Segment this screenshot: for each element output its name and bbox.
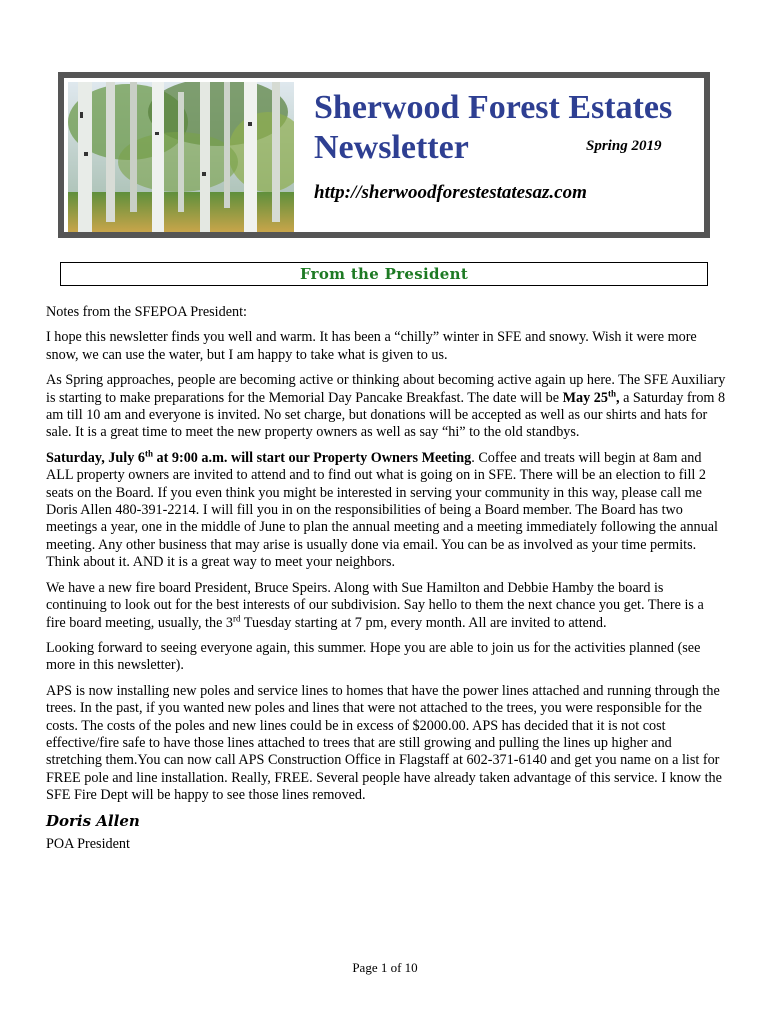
aspen-forest-photo bbox=[68, 82, 294, 232]
letter-intro: Notes from the SFEPOA President: bbox=[46, 304, 247, 320]
website-url[interactable]: http://sherwoodforestestatesaz.com bbox=[314, 182, 587, 203]
president-letter bbox=[46, 304, 726, 853]
pancake-date: May 25th, bbox=[562, 387, 620, 406]
title-line-2: Newsletter bbox=[314, 129, 469, 166]
signer-role: POA President bbox=[46, 835, 130, 852]
newsletter-title bbox=[314, 88, 672, 168]
masthead-frame bbox=[58, 72, 710, 238]
paragraph-2: As Spring approaches, people are becoming active or thinking about becoming active again up here. The SFE Auxiliary is starting to make preparations for the Memorial Day Pancake Breakfast. The date will be May 25th, a Saturday from 8 am till 10 am and everyone is invited. No set charge, but donations will be accepted as well as our shirts and hats for sale. It is a great time to meet the new property owners as well as say “hi” to the old standbys. bbox=[46, 372, 726, 441]
issue-date: Spring 2019 bbox=[586, 138, 662, 154]
masthead bbox=[64, 78, 704, 232]
signature: Doris Allen bbox=[46, 811, 140, 830]
paragraph-3: Saturday, July 6th at 9:00 a.m. will start our Property Owners Meeting. Coffee and treats will begin at 8am and ALL property owners are invited to attend and to find out what is going on in SFE. There will be an election to fill 2 seats on the Board. If you even think you might be interested in serving your community in this way, please call me Doris Allen 480-391-2214. I will fill you in on the responsibilities of being a Board member. The Board has two meetings a year, one in the middle of June to plan the annual meeting and a meeting immediately following the annual meeting. Any other business that may arise is usually done via email. You can be as involved as your time permits. Think about it. AND it is a great way to meet your neighbors. bbox=[46, 448, 718, 571]
title-line-1: Sherwood Forest Estates bbox=[314, 89, 673, 126]
page-number: Page 1 of 10 bbox=[352, 960, 418, 975]
section-header bbox=[60, 262, 708, 286]
paragraph-6: APS is now installing new poles and service lines to homes that have the power lines attached and running through the trees. In the past, if you wanted new poles and lines that were not attached to the trees, you were responsible for the costs. The costs of the poles and new lines could be in excess of $2000.00. APS has decided that it is not cost effective/fire safe to have those lines attached to trees that are still growing and pulling the lines up higher and stretching them.You can now call APS Construction Office in Flagstaff at 602-371-6140 and get you name on a list for FREE pole and line installation. Really, FREE. Several people have already taken advantage of this service. I know the SFE Fire Dept will be happy to see those lines removed. bbox=[46, 682, 722, 804]
paragraph-1: I hope this newsletter finds you well and warm. It has been a “chilly” winter in SFE and snowy. Wish it were more snow, we can use the water, but I am happy to take what is given to us. bbox=[46, 329, 697, 363]
paragraph-5: Looking forward to seeing everyone again, this summer. Hope you are able to join us for the activities planned (see more in this newsletter). bbox=[46, 639, 701, 674]
section-title: From the President bbox=[299, 265, 469, 283]
meeting-announcement: Saturday, July 6th at 9:00 a.m. will start our Property Owners Meeting bbox=[46, 448, 472, 466]
paragraph-4: We have a new fire board President, Bruce Speirs. Along with Sue Hamilton and Debbie Hamby the board is continuing to look out for the best interests of our subdivision. Say hello to them the next chance you get. There is a fire board meeting, usually, the 3rd Tuesday starting at 7 pm, every month. All are invited to attend. bbox=[46, 579, 704, 631]
